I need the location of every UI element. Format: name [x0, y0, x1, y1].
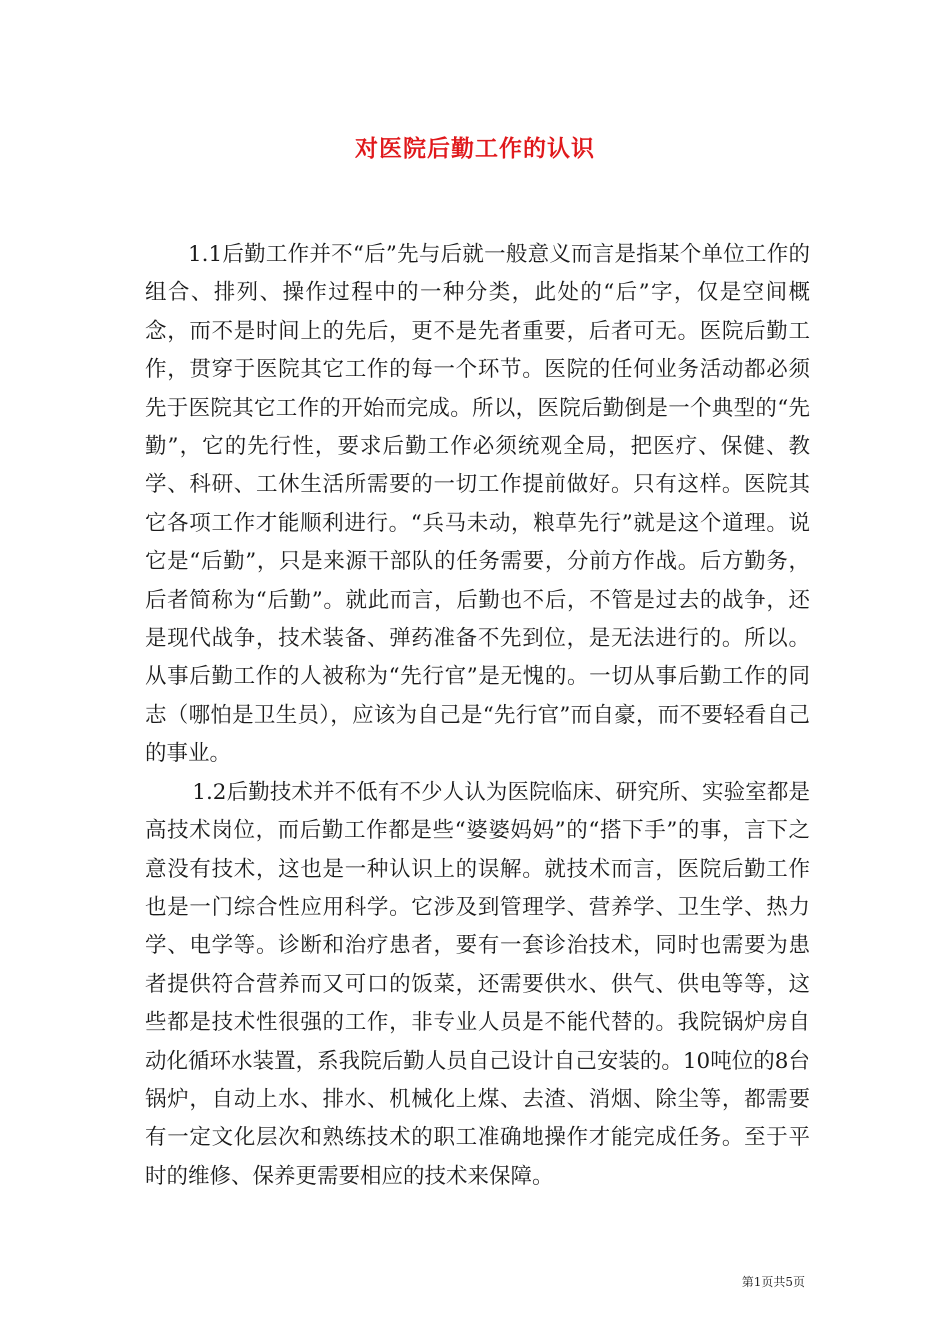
paragraph-1-1: 1.1后勤工作并不“后”先与后就一般意义而言是指某个单位工作的组合、排列、操作过程中的一种分类，此处的“后”字，仅是空间概念，而不是时间上的先后，更不是先者重要，后者可无。医院后勤工作，贯穿于医院其它工作的每一个环节。医院的任何业务活动都必须先于医院其它工作的开始而完成。所以，医院后勤倒是一个典型的“先勤”，它的先行性，要求后勤工作必须统观全局，把医疗、保健、教学、科研、工休生活所需要的一切工作提前做好。只有这样。医院其它各项工作才能顺利进行。“兵马未动，粮草先行”就是这个道理。说它是“后勤”，只是来源干部队的任务需要，分前方作战。后方勤务，后者简称为“后勤”。就此而言，后勤也不后，不管是过去的战争，还是现代战争，技术装备、弹药准备不先到位，是无法进行的。所以。从事后勤工作的人被称为“先行官”是无愧的。一切从事后勤工作的同志（哪怕是卫生员），应该为自己是“先行官”而自豪，而不要轻看自己的事业。 [145, 242, 810, 767]
document-body [145, 236, 810, 1196]
document-title: 对医院后勤工作的认识 [355, 135, 595, 162]
page-number: 第1页共5页 [741, 1275, 805, 1289]
paragraph-1-2: 1.2后勤技术并不低有不少人认为医院临床、研究所、实验室都是高技术岗位，而后勤工作都是些“婆婆妈妈”的“搭下手”的事，言下之意没有技术，这也是一种认识上的误解。就技术而言，医院后勤工作也是一门综合性应用科学。它涉及到管理学、营养学、卫生学、热力学、电学等。诊断和治疗患者，要有一套诊治技术，同时也需要为患者提供符合营养而又可口的饭菜，还需要供水、供气、供电等等，这些都是技术性很强的工作，非专业人员是不能代替的。我院锅炉房自动化循环水装置，系我院后勤人员自己设计自己安装的。10吨位的8台锅炉，自动上水、排水、机械化上煤、去渣、消烟、除尘等，都需要有一定文化层次和熟练技术的职工准确地操作才能完成任务。至于平时的维修、保养更需要相应的技术来保障。 [145, 779, 810, 1189]
